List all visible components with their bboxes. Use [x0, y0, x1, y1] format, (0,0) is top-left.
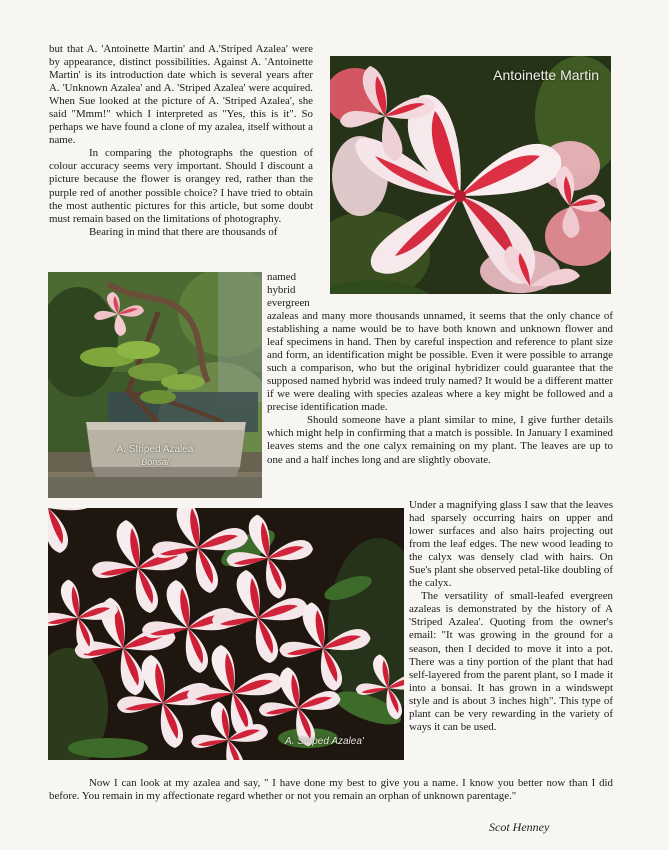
closing-text: Now I can look at my azalea and say, " I have done my best to give you a name. I know you better now than I did before. You remain in my affectionate regard whether or not you remain an orphan of unknown parentage." [49, 777, 613, 803]
antoinette-martin-image [330, 56, 611, 294]
author-signature: Scot Henney [489, 820, 550, 834]
narrow-line-2: hybrid [267, 284, 296, 297]
paragraph-2: In comparing the photographs the question of colour accuracy seems very important. Should I discount a picture because the flower is orangey red, rather than the purple red of another possible choice? I have tried to obtain the most authentic pictures for this article, but some doubt must remain based on the limitations of photography. [49, 147, 313, 225]
narrow-line-3: evergreen [267, 297, 310, 310]
closing-paragraph [49, 777, 613, 803]
bonsai-caption-line-1: A. Striped Azalea [116, 444, 194, 455]
bonsai-caption-line-2: Bonsai [141, 457, 169, 467]
paragraph-4-start: Should someone have a plant similar to mine, I give further details which might help in confirming that a match is possible. In January I examined leaves stems and the one calyx remaining on my plant. The leaves are up to one and a half inches long and are slightly obovate. [267, 414, 613, 466]
paragraph-4-rest: Under a magnifying glass I saw that the leaves had sparsely occurring hairs on upper and lower surfaces and also hairs projecting out from the leaf edges. The new wood leading to the calyx was densely clad with hairs. On Sue's plant she observed petal-like doubling of the calyx. [409, 499, 613, 590]
bonsai-photo [48, 272, 262, 498]
antoinette-martin-caption: Antoinette Martin [493, 67, 599, 83]
right-column-text [409, 499, 613, 734]
narrow-text-lines [267, 271, 317, 310]
narrow-line-1: named [267, 271, 297, 283]
paragraph-3-start: Bearing in mind that there are thousands of [89, 225, 278, 238]
striped-azalea-caption: A. Striped Azalea' [285, 736, 364, 747]
wide-text-block [267, 310, 613, 467]
paragraph-1: but that A. 'Antoinette Martin' and A.'Striped Azalea' were by appearance, distinct possibilities. Against A. 'Antoinette Martin' is its introduction date which is several years after A. 'Unknown Azalea' and A. 'Striped Azalea' were acquired. When Sue looked at the picture of A. 'Striped Azalea', she said "Mmm!" which I interpreted as "Yes, this is it". So perhaps we have found a clone of my azalea, itself without a name. [49, 43, 313, 147]
bonsai-caption [48, 444, 262, 468]
antoinette-martin-photo [330, 56, 611, 294]
striped-azalea-photo [48, 508, 404, 760]
paragraph-3-rest: azaleas and many more thousands unnamed, it seems that the only chance of establishing a name would be to have both known and unknown flower and leaf specimens in hand. Then by careful inspection and reference to plant size and form, an identification might be possible. Even it were possible to arrange such a comparison, who but the original hybridizer could guarantee that the supposed named hybrid was indeed truly named? It would be a different matter if we were dealing with species azaleas where a key might be followed and a precise identification made. [267, 310, 613, 414]
paragraph-5: The versatility of small-leafed evergreen azaleas is demonstrated by the history of A 'Striped Azalea'. Quoting from the owner's email: "It was growing in the ground for a season, then I decided to move it into a pot. There was a tiny portion of the plant that had self-layered from the parent plant, so I made it into a bonsai. It has grown in a windswept style and is about 3 inches high". This type of plant can be very rewarding in the variety of ways it can be used. [409, 590, 613, 733]
striped-azalea-image [48, 508, 404, 760]
left-column-text [49, 43, 313, 239]
